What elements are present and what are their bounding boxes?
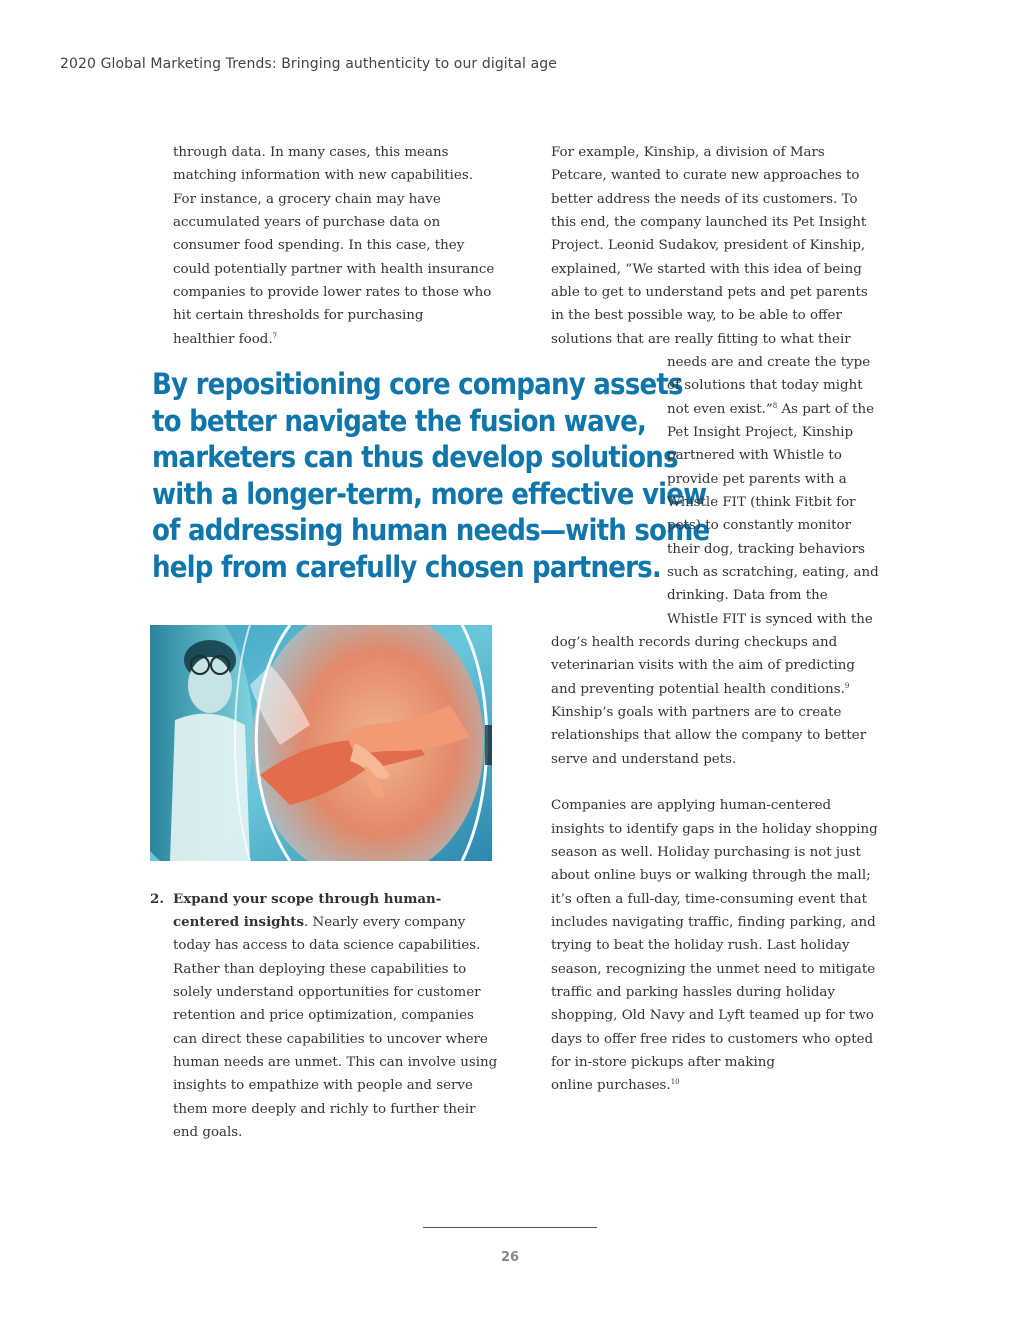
- pull-quote-line: By repositioning core company assets: [152, 367, 683, 401]
- text-line: Project. Leonid Sudakov, president of Kinship,: [551, 238, 866, 253]
- text-line: matching information with new capabilities.: [173, 168, 473, 183]
- text-line: solutions that are really fitting to what their: [551, 332, 851, 347]
- pull-quote: [152, 366, 710, 586]
- footer-divider: [423, 1227, 597, 1228]
- text-line: end goals.: [173, 1125, 243, 1140]
- text-line: through data. In many cases, this means: [173, 145, 449, 160]
- text-line: Whistle FIT is synced with the: [667, 612, 873, 627]
- list-heading: Expand your scope through human-: [173, 891, 442, 907]
- text-line: [173, 911, 465, 934]
- text-line: Petcare, wanted to curate new approaches to: [551, 168, 860, 183]
- text-line: For instance, a grocery chain may have: [173, 192, 441, 207]
- text-line: such as scratching, eating, and: [667, 565, 879, 580]
- footnote-ref-10: 10: [670, 1078, 680, 1086]
- text-fragment: online purchases.: [551, 1078, 671, 1093]
- handshake-image: [150, 625, 492, 861]
- text-line: needs are and create the type: [667, 355, 871, 370]
- text-fragment: As part of the: [777, 402, 875, 417]
- text-line: Pet Insight Project, Kinship: [667, 425, 854, 440]
- pull-quote-line: to better navigate the fusion wave,: [152, 403, 647, 438]
- text-line: accumulated years of purchase data on: [173, 215, 441, 230]
- text-line: [551, 1074, 680, 1097]
- text-line: For example, Kinship, a division of Mars: [551, 145, 825, 160]
- text-line: today has access to data science capabilities.: [173, 938, 481, 953]
- text-line: shopping, Old Navy and Lyft teamed up for two: [551, 1008, 874, 1023]
- text-line: Kinship’s goals with partners are to create: [551, 705, 842, 720]
- pull-quote-line: marketers can thus develop solutions: [152, 440, 678, 475]
- text-line: consumer food spending. In this case, they: [173, 238, 465, 253]
- running-header: 2020 Global Marketing Trends: Bringing authenticity to our digital age: [60, 56, 557, 72]
- text-line: can direct these capabilities to uncover where: [173, 1032, 488, 1047]
- text-line: in the best possible way, to be able to offer: [551, 308, 842, 323]
- text-line: companies to provide lower rates to those who: [173, 285, 492, 300]
- handshake-illustration: [150, 625, 492, 861]
- pull-quote-line: with a longer-term, more effective view: [152, 476, 707, 511]
- text-line: about online buys or walking through the mall;: [551, 868, 871, 883]
- text-line: Whistle FIT (think Fitbit for: [667, 495, 856, 510]
- text-line: insights to identify gaps in the holiday shopping: [551, 822, 878, 837]
- text-fragment: and preventing potential health conditions.: [551, 682, 845, 697]
- text-line: [551, 678, 849, 701]
- text-line: includes navigating traffic, finding parking, and: [551, 915, 876, 930]
- text-line: it’s often a full-day, time-consuming event that: [551, 892, 867, 907]
- text-line: season, recognizing the unmet need to mitigate: [551, 962, 876, 977]
- text-line: explained, “We started with this idea of being: [551, 262, 862, 277]
- text-fragment: not even exist.”: [667, 402, 773, 417]
- text-line: traffic and parking hassles during holiday: [551, 985, 835, 1000]
- text-line: drinking. Data from the: [667, 588, 828, 603]
- pull-quote-line: help from carefully chosen partners.: [152, 549, 662, 584]
- list-heading: centered insights: [173, 914, 304, 930]
- text-line: hit certain thresholds for purchasing: [173, 308, 424, 323]
- pull-quote-line: of addressing human needs—with some: [152, 513, 710, 548]
- text-line: season as well. Holiday purchasing is not just: [551, 845, 861, 860]
- text-line: provide pet parents with a: [667, 472, 847, 487]
- footnote-ref-8: 8: [772, 402, 778, 410]
- page-number: 26: [500, 1250, 520, 1265]
- text-line: retention and price optimization, companies: [173, 1008, 474, 1023]
- footnote-ref-9: 9: [844, 682, 850, 690]
- text-line: this end, the company launched its Pet Insight: [551, 215, 867, 230]
- text-line: insights to empathize with people and serve: [173, 1078, 473, 1093]
- text-fragment: . Nearly every company: [303, 915, 466, 930]
- text-line: days to offer free rides to customers who opted: [551, 1032, 874, 1047]
- text-line: could potentially partner with health insurance: [173, 262, 495, 277]
- text-line: [667, 398, 874, 421]
- text-line: Rather than deploying these capabilities to: [173, 962, 467, 977]
- text-line: of solutions that today might: [667, 378, 863, 393]
- text-line: them more deeply and richly to further their: [173, 1102, 476, 1117]
- footnote-ref-7: 7: [272, 332, 278, 340]
- text-line: better address the needs of its customers. To: [551, 192, 858, 207]
- text-line: serve and understand pets.: [551, 752, 737, 767]
- text-line: pets) to constantly monitor: [667, 518, 851, 533]
- list-number: 2.: [150, 891, 164, 907]
- text-line: their dog, tracking behaviors: [667, 542, 865, 557]
- text-fragment: healthier food.: [173, 332, 273, 347]
- text-line: trying to beat the holiday rush. Last holiday: [551, 938, 850, 953]
- text-line: dog’s health records during checkups and: [551, 635, 838, 650]
- text-line: solely understand opportunities for customer: [173, 985, 481, 1000]
- text-line: relationships that allow the company to better: [551, 728, 867, 743]
- text-line: able to get to understand pets and pet parents: [551, 285, 868, 300]
- text-line: human needs are unmet. This can involve using: [173, 1055, 498, 1070]
- text-line: veterinarian visits with the aim of predicting: [551, 658, 855, 673]
- text-line: partnered with Whistle to: [667, 448, 842, 463]
- text-line: [173, 328, 277, 351]
- text-line: for in-store pickups after making: [551, 1055, 775, 1070]
- text-line: Companies are applying human-centered: [551, 798, 832, 813]
